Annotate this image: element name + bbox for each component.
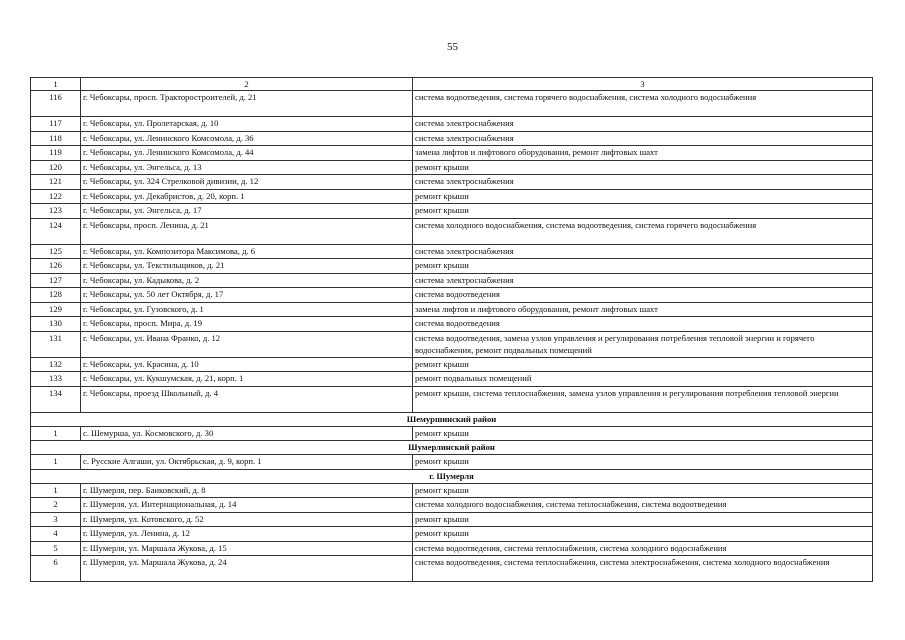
table-row xyxy=(31,218,873,244)
cell-address: г. Чебоксары, ул. 50 лет Октября, д. 17 xyxy=(81,288,413,303)
table-row xyxy=(31,302,873,317)
cell-address: г. Чебоксары, ул. Энгельса, д. 17 xyxy=(81,204,413,219)
table-row xyxy=(31,131,873,146)
table-row xyxy=(31,146,873,161)
cell-work: ремонт крыши, система теплоснабжения, замена узлов управления и регулирования потребления тепловой энергии xyxy=(413,386,873,412)
cell-work: ремонт крыши xyxy=(413,189,873,204)
cell-work: замена лифтов и лифтового оборудования, ремонт лифтовых шахт xyxy=(413,146,873,161)
table-row xyxy=(31,556,873,582)
header-cell-number: 1 xyxy=(31,78,81,91)
cell-number: 121 xyxy=(31,175,81,190)
table-row xyxy=(31,386,873,412)
cell-number: 1 xyxy=(31,455,81,470)
section-row xyxy=(31,469,873,483)
table-row xyxy=(31,244,873,259)
cell-address: г. Шумерля, ул. Маршала Жукова, д. 15 xyxy=(81,541,413,556)
cell-work: система водоотведения xyxy=(413,317,873,332)
cell-number: 4 xyxy=(31,527,81,542)
cell-work: ремонт крыши xyxy=(413,259,873,274)
table-row xyxy=(31,527,873,542)
cell-number: 3 xyxy=(31,512,81,527)
table-row xyxy=(31,273,873,288)
cell-work: ремонт крыши xyxy=(413,204,873,219)
cell-address: с. Русские Алгаши, ул. Октябрьская, д. 9, корп. 1 xyxy=(81,455,413,470)
cell-number: 2 xyxy=(31,498,81,513)
table-row xyxy=(31,357,873,372)
table-row xyxy=(31,483,873,498)
cell-number: 127 xyxy=(31,273,81,288)
cell-work: система холодного водоснабжения, система водоотведения, система горячего водоснабжения xyxy=(413,218,873,244)
header-cell-address: 2 xyxy=(81,78,413,91)
section-title: Шемуршинский район xyxy=(31,412,873,426)
cell-work: ремонт крыши xyxy=(413,160,873,175)
cell-number: 123 xyxy=(31,204,81,219)
cell-address: г. Чебоксары, ул. Энгельса, д. 13 xyxy=(81,160,413,175)
cell-number: 124 xyxy=(31,218,81,244)
table-row xyxy=(31,455,873,470)
cell-address: г. Чебоксары, ул. Ленинского Комсомола, д. 36 xyxy=(81,131,413,146)
cell-address: г. Чебоксары, просп. Ленина, д. 21 xyxy=(81,218,413,244)
cell-number: 128 xyxy=(31,288,81,303)
cell-number: 6 xyxy=(31,556,81,582)
table-row xyxy=(31,372,873,387)
cell-address: г. Чебоксары, ул. Пролетарская, д. 10 xyxy=(81,117,413,132)
repair-table xyxy=(30,77,873,582)
cell-work: система электроснабжения xyxy=(413,131,873,146)
cell-work: ремонт крыши xyxy=(413,455,873,470)
cell-number: 5 xyxy=(31,541,81,556)
cell-address: г. Шумерля, пер. Банковский, д. 8 xyxy=(81,483,413,498)
cell-work: система электроснабжения xyxy=(413,244,873,259)
cell-work: система водоотведения, система горячего водоснабжения, система холодного водоснабжения xyxy=(413,91,873,117)
cell-number: 116 xyxy=(31,91,81,117)
cell-address: г. Чебоксары, просп. Мира, д. 19 xyxy=(81,317,413,332)
header-cell-work: 3 xyxy=(413,78,873,91)
cell-number: 122 xyxy=(31,189,81,204)
section-row xyxy=(31,412,873,426)
cell-work: система водоотведения, замена узлов управления и регулирования потребления тепловой энергии и горячего водоснабжения, ремонт подвальных помещений xyxy=(413,331,873,357)
cell-work: ремонт подвальных помещений xyxy=(413,372,873,387)
cell-number: 1 xyxy=(31,483,81,498)
table-row xyxy=(31,189,873,204)
section-title: г. Шумерля xyxy=(31,469,873,483)
table-row xyxy=(31,498,873,513)
cell-work: ремонт крыши xyxy=(413,357,873,372)
cell-number: 133 xyxy=(31,372,81,387)
cell-address: г. Чебоксары, ул. Кукшумская, д. 21, корп. 1 xyxy=(81,372,413,387)
cell-address: г. Чебоксары, ул. Декабристов, д. 20, корп. 1 xyxy=(81,189,413,204)
table-row xyxy=(31,331,873,357)
cell-address: г. Шумерля, ул. Маршала Жукова, д. 24 xyxy=(81,556,413,582)
cell-address: г. Чебоксары, ул. 324 Стрелковой дивизии, д. 12 xyxy=(81,175,413,190)
cell-work: система водоотведения xyxy=(413,288,873,303)
cell-work: ремонт крыши xyxy=(413,426,873,441)
cell-work: ремонт крыши xyxy=(413,512,873,527)
cell-address: г. Чебоксары, ул. Композитора Максимова, д. 6 xyxy=(81,244,413,259)
cell-work: система водоотведения, система теплоснабжения, система холодного водоснабжения xyxy=(413,541,873,556)
cell-number: 126 xyxy=(31,259,81,274)
cell-number: 117 xyxy=(31,117,81,132)
cell-number: 118 xyxy=(31,131,81,146)
table-row xyxy=(31,117,873,132)
cell-address: г. Чебоксары, проезд Школьный, д. 4 xyxy=(81,386,413,412)
cell-number: 132 xyxy=(31,357,81,372)
table-row xyxy=(31,541,873,556)
cell-number: 134 xyxy=(31,386,81,412)
cell-number: 129 xyxy=(31,302,81,317)
table-row xyxy=(31,91,873,117)
cell-address: с. Шемурша, ул. Космовского, д. 30 xyxy=(81,426,413,441)
cell-number: 119 xyxy=(31,146,81,161)
table-row xyxy=(31,426,873,441)
table-row xyxy=(31,175,873,190)
section-row xyxy=(31,441,873,455)
cell-address: г. Чебоксары, ул. Кадыкова, д. 2 xyxy=(81,273,413,288)
cell-address: г. Шумерля, ул. Интернациональная, д. 14 xyxy=(81,498,413,513)
cell-work: система водоотведения, система теплоснабжения, система электроснабжения, система холодного водоснабжения xyxy=(413,556,873,582)
cell-work: система электроснабжения xyxy=(413,117,873,132)
cell-address: г. Чебоксары, ул. Текстильщиков, д. 21 xyxy=(81,259,413,274)
table-body xyxy=(31,78,873,582)
cell-work: замена лифтов и лифтового оборудования, ремонт лифтовых шахт xyxy=(413,302,873,317)
cell-address: г. Шумерля, ул. Ленина, д. 12 xyxy=(81,527,413,542)
cell-address: г. Чебоксары, ул. Красина, д. 10 xyxy=(81,357,413,372)
cell-number: 131 xyxy=(31,331,81,357)
header-row xyxy=(31,78,873,91)
cell-address: г. Шумерля, ул. Котовского, д. 52 xyxy=(81,512,413,527)
table-row xyxy=(31,204,873,219)
cell-address: г. Чебоксары, ул. Ивана Франко, д. 12 xyxy=(81,331,413,357)
cell-work: система электроснабжения xyxy=(413,273,873,288)
table-row xyxy=(31,160,873,175)
page-number: 55 xyxy=(447,41,458,53)
cell-number: 120 xyxy=(31,160,81,175)
cell-address: г. Чебоксары, просп. Тракторостроителей, д. 21 xyxy=(81,91,413,117)
cell-address: г. Чебоксары, ул. Гузовского, д. 1 xyxy=(81,302,413,317)
cell-number: 125 xyxy=(31,244,81,259)
cell-work: ремонт крыши xyxy=(413,483,873,498)
cell-work: ремонт крыши xyxy=(413,527,873,542)
table-row xyxy=(31,259,873,274)
section-title: Шумерлинский район xyxy=(31,441,873,455)
table-row xyxy=(31,512,873,527)
cell-number: 130 xyxy=(31,317,81,332)
table-row xyxy=(31,288,873,303)
cell-number: 1 xyxy=(31,426,81,441)
cell-work: система электроснабжения xyxy=(413,175,873,190)
cell-address: г. Чебоксары, ул. Ленинского Комсомола, д. 44 xyxy=(81,146,413,161)
cell-work: система холодного водоснабжения, система теплоснабжения, система водоотведения xyxy=(413,498,873,513)
table-row xyxy=(31,317,873,332)
